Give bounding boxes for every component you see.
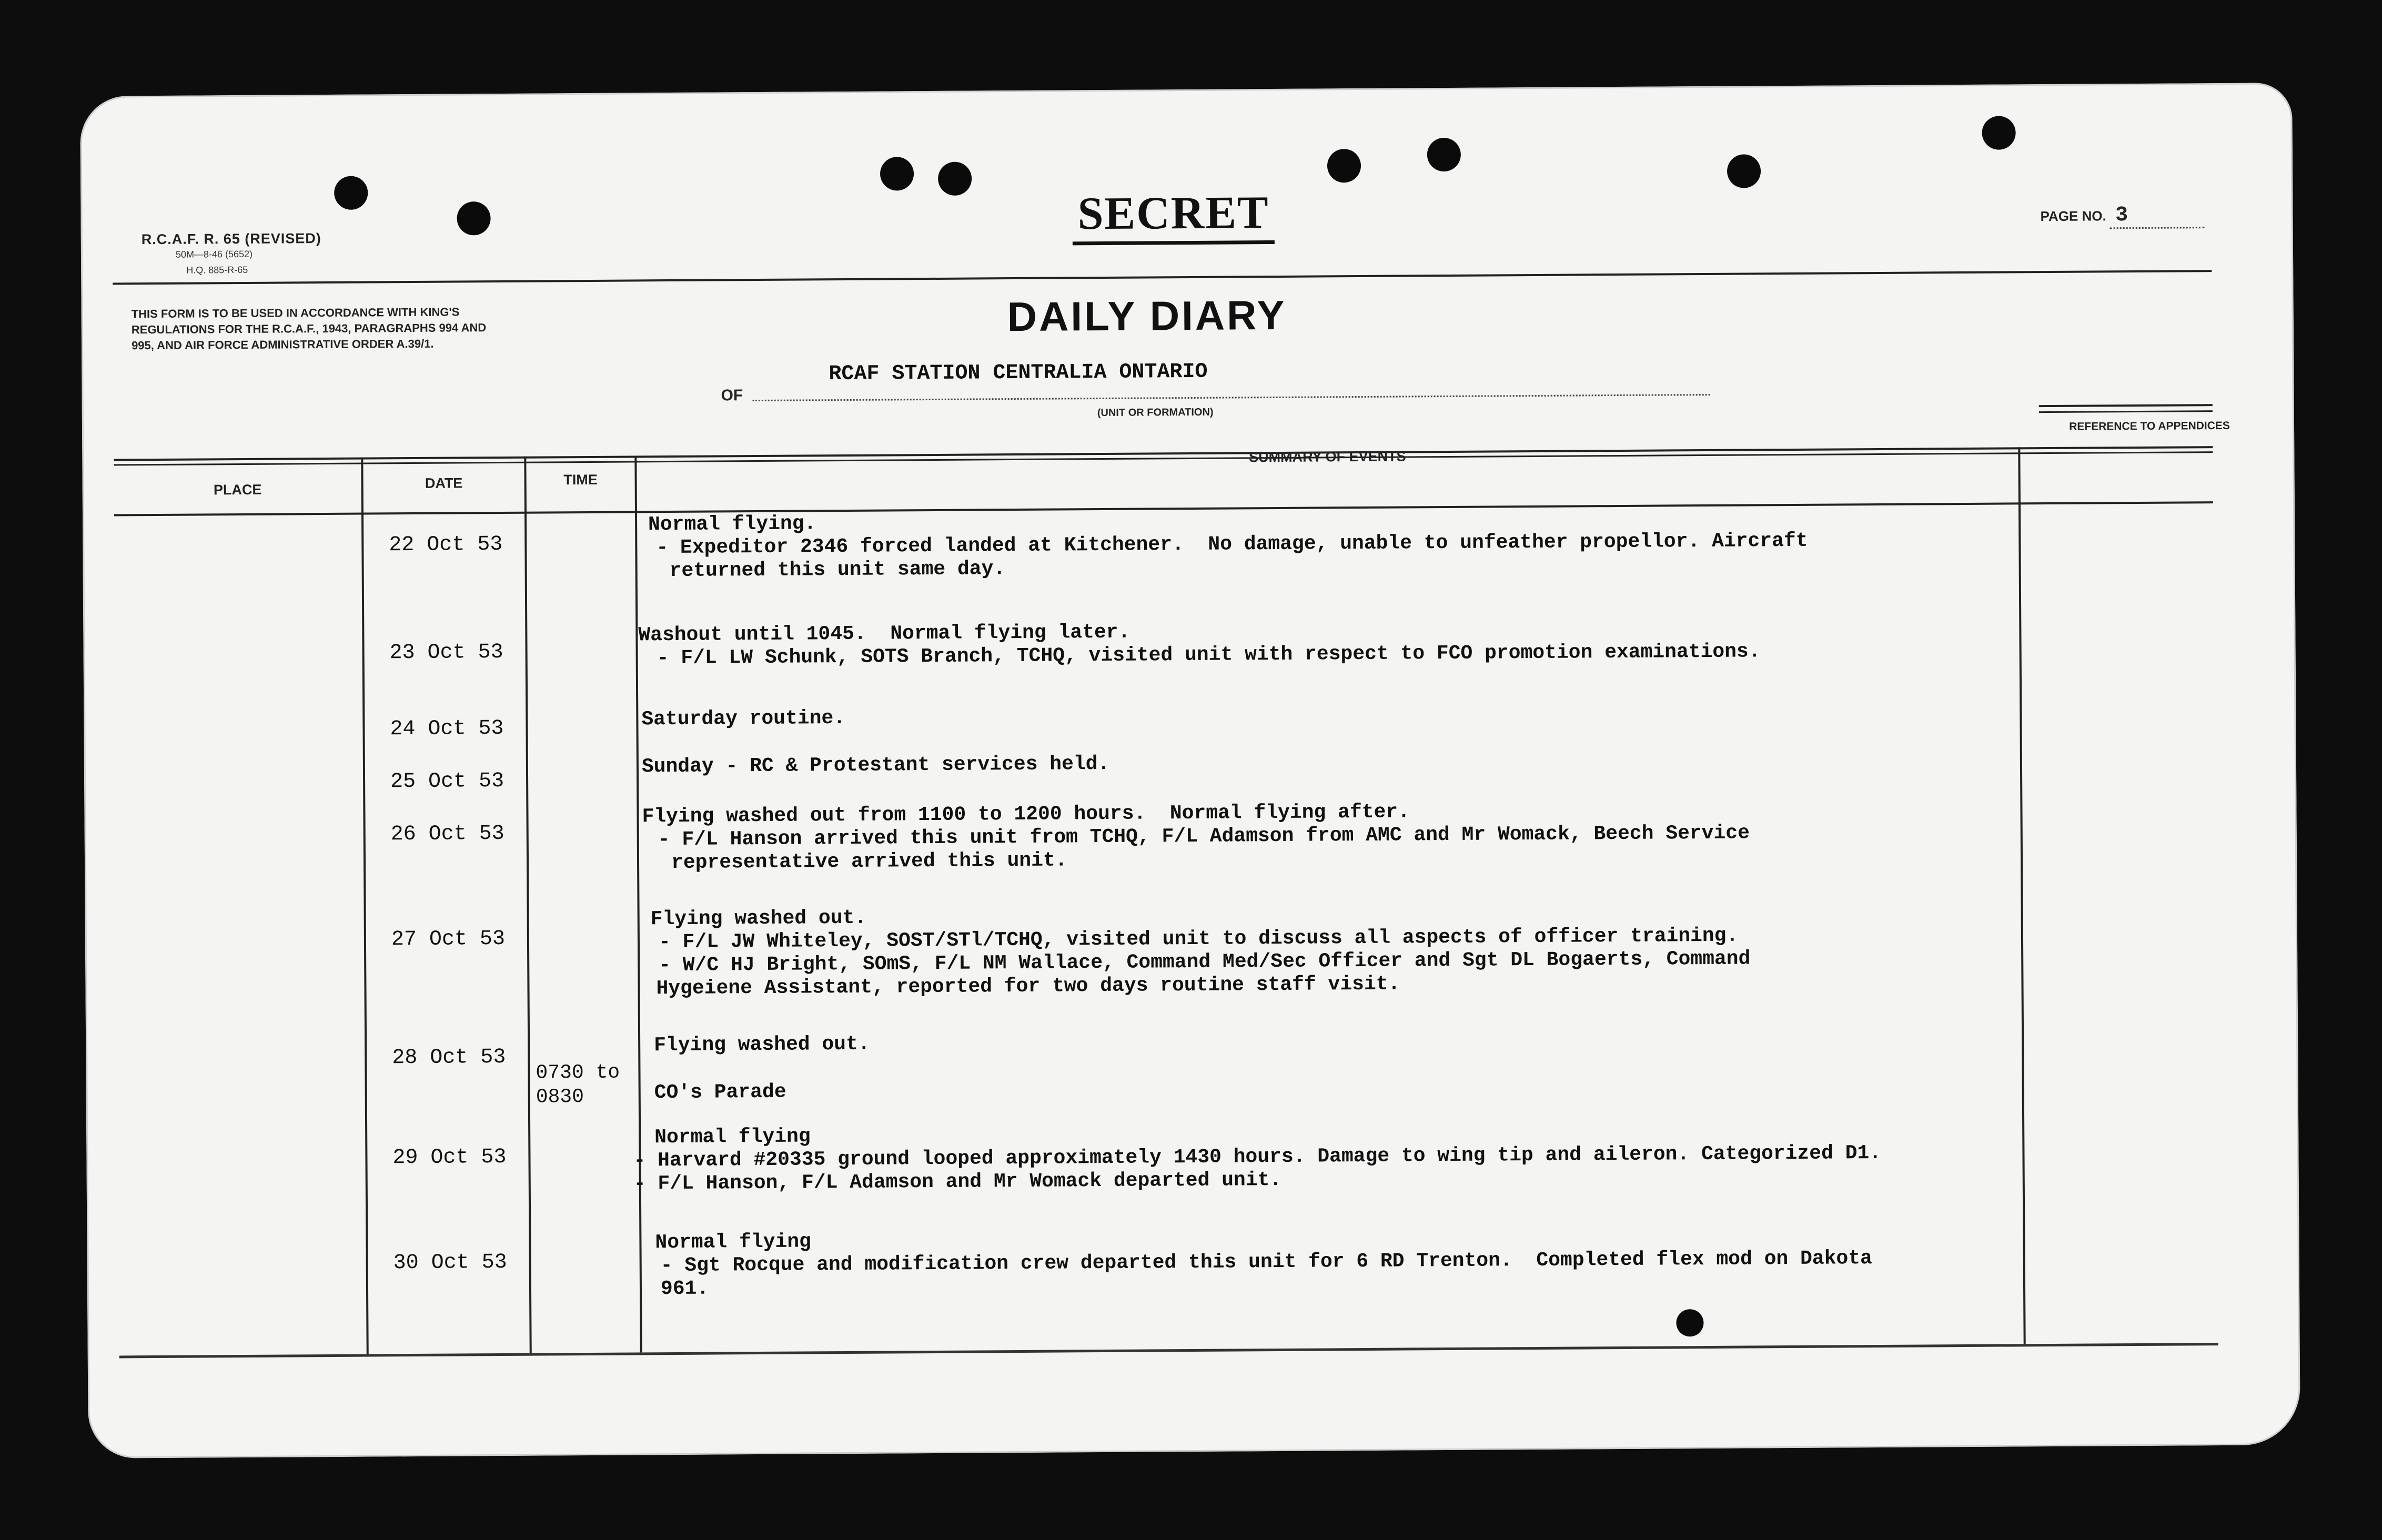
entry-line: Normal flying — [654, 1125, 811, 1149]
column-header-date: DATE — [425, 475, 463, 491]
punch-hole — [1327, 149, 1361, 183]
column-header-reference: REFERENCE TO APPENDICES — [2069, 419, 2230, 433]
entry-date: 24 Oct 53 — [390, 716, 504, 742]
entry-date: 27 Oct 53 — [391, 927, 506, 952]
entry-line: - F/L Hanson, F/L Adamson and Mr Womack departed unit. — [633, 1168, 1282, 1195]
entry-line: CO's Parade — [654, 1080, 786, 1105]
form-print-code: 50M—8-46 (5652) — [175, 248, 253, 260]
punch-hole — [1982, 116, 2015, 149]
entry-line: - Harvard #20335 ground looped approximately 1430 hours. Damage to wing tip and aileron. Categorized D1. — [633, 1141, 1882, 1172]
entry-line: - Sgt Rocque and modification crew departed this unit for 6 RD Trenton. Completed flex mod on Dakota — [660, 1247, 1873, 1278]
entry-line: representative arrived this unit. — [671, 849, 1067, 875]
punch-hole — [1427, 138, 1461, 171]
column-header-summary: SUMMARY OF EVENTS — [1249, 448, 1406, 465]
page-number-field — [2040, 203, 2205, 229]
entry-line: Flying washed out. — [654, 1032, 870, 1057]
entry-line: Saturday routine. — [641, 707, 846, 731]
punch-hole — [1727, 154, 1761, 188]
entry-line: - Expeditor 2346 forced landed at Kitchener. No damage, unable to unfeather propellor. Aircraft — [656, 529, 1808, 560]
punch-hole — [334, 176, 368, 210]
header-rule — [113, 270, 2212, 285]
diary-form-sheet — [80, 83, 2300, 1458]
form-hq-code: H.Q. 885-R-65 — [186, 264, 248, 276]
unit-name: RCAF STATION CENTRALIA ONTARIO — [829, 360, 1208, 387]
entry-line: - F/L Hanson arrived this unit from TCHQ, F/L Adamson from AMC and Mr Womack, Beech Service — [658, 822, 1750, 852]
punch-hole — [1676, 1309, 1703, 1336]
form-number: R.C.A.F. R. 65 (REVISED) — [141, 230, 321, 248]
punch-hole — [880, 157, 914, 190]
entry-line: 961. — [660, 1277, 709, 1301]
entry-line: Flying washed out. — [650, 906, 867, 931]
security-classification: SECRET — [1072, 186, 1275, 245]
column-divider — [634, 455, 642, 1352]
page-number-label: PAGE NO. — [2040, 208, 2106, 225]
entry-date: 29 Oct 53 — [392, 1145, 507, 1170]
entry-line: - W/C HJ Bright, SOmS, F/L NM Wallace, Command Med/Sec Officer and Sgt DL Bogaerts, Command — [659, 947, 1751, 977]
rule — [2039, 410, 2213, 413]
entry-date: 22 Oct 53 — [389, 532, 503, 558]
rule — [2039, 404, 2213, 407]
entry-date: 26 Oct 53 — [390, 822, 504, 847]
entry-line: Hygeiene Assistant, reported for two days routine staff visit. — [656, 972, 1400, 1000]
entry-line: Flying washed out from 1100 to 1200 hours. Normal flying after. — [642, 801, 1410, 828]
punch-hole — [457, 201, 490, 235]
column-divider — [524, 457, 531, 1353]
entry-line: Washout until 1045. Normal flying later. — [638, 621, 1131, 647]
form-instructions: THIS FORM IS TO BE USED IN ACCORDANCE WITH KING'S REGULATIONS FOR THE R.C.A.F., 1943, PARAGRAPHS 994 AND 995, AND AIR FORCE ADMINISTRATIVE ORDER A.39/1. — [131, 305, 487, 352]
column-header-time: TIME — [563, 471, 598, 488]
entry-line: - F/L JW Whiteley, SOST/STl/TCHQ, visited unit to discuss all aspects of officer training. — [658, 924, 1739, 954]
entry-line: returned this unit same day. — [669, 558, 1006, 583]
entry-date: 25 Oct 53 — [390, 769, 504, 794]
entry-line: Sunday - RC & Protestant services held. — [641, 752, 1110, 778]
punch-hole — [938, 162, 972, 196]
entry-date: 30 Oct 53 — [393, 1250, 507, 1275]
column-header-place: PLACE — [213, 481, 262, 498]
footer-rule — [119, 1343, 2218, 1358]
column-divider — [361, 458, 368, 1354]
table-header-rule — [114, 501, 2213, 516]
entry-time: 0730 to 0830 — [536, 1061, 620, 1109]
page-title: DAILY DIARY — [1007, 291, 1287, 340]
entry-line: Normal flying. — [648, 512, 816, 536]
of-label: OF — [721, 387, 743, 404]
entry-date: 23 Oct 53 — [389, 640, 503, 665]
unit-caption: (UNIT OR FORMATION) — [1097, 406, 1214, 419]
entry-line: Normal flying — [655, 1230, 812, 1254]
entry-date: 28 Oct 53 — [392, 1045, 506, 1070]
page-number-value: 3 — [2110, 203, 2205, 229]
entry-line: - F/L LW Schunk, SOTS Branch, TCHQ, visited unit with respect to FCO promotion examinations. — [657, 640, 1761, 670]
column-divider — [2018, 447, 2025, 1344]
